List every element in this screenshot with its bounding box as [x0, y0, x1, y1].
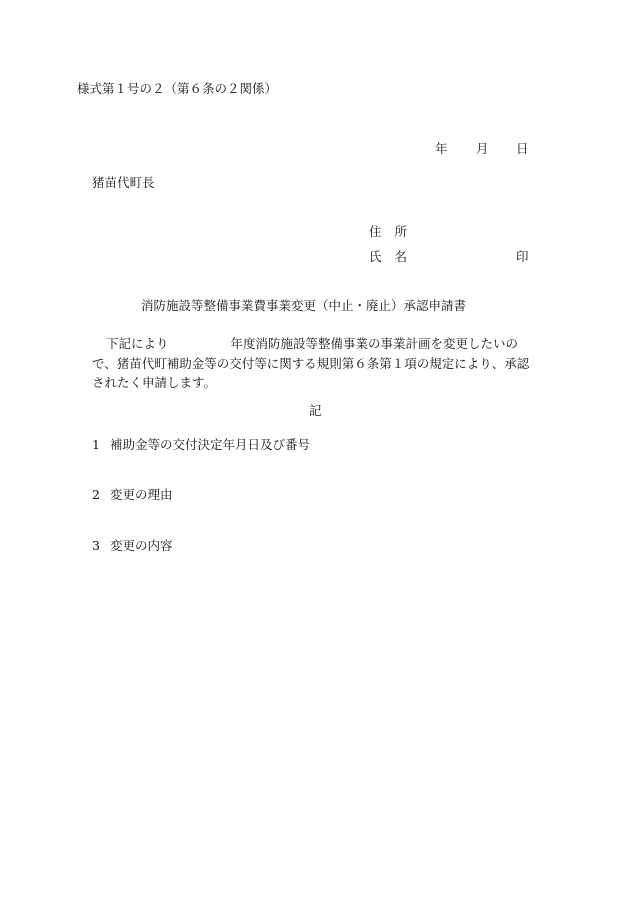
item-number: 1	[92, 437, 100, 452]
list-item	[92, 439, 310, 452]
body-line-3: されたく申請します。	[92, 375, 217, 390]
item-number: 3	[92, 538, 100, 553]
list-item	[92, 489, 173, 502]
addressee: 猪苗代町長	[92, 175, 155, 190]
date-year-label: 年	[435, 141, 448, 156]
address-label-char-1: 住	[369, 224, 382, 239]
item-label: 変更の内容	[110, 538, 173, 553]
seal-label: 印	[516, 249, 529, 264]
name-label-char-1: 氏	[369, 249, 382, 264]
body-line-1	[92, 334, 558, 354]
applicant-address-label	[369, 226, 407, 239]
item-label: 補助金等の交付決定年月日及び番号	[110, 437, 311, 452]
form-number: 様式第１号の２（第６条の２関係）	[77, 81, 278, 96]
document-title: 消防施設等整備事業費事業変更（中止・廃止）承認申請書	[141, 298, 467, 313]
item-number: 2	[92, 487, 100, 502]
body-paragraph	[92, 334, 558, 393]
name-label-char-2: 名	[394, 249, 408, 264]
body-line-1-suffix: 年度消防施設等整備事業の事業計画を変更したいの	[230, 336, 519, 351]
list-item	[92, 540, 173, 553]
body-line-2: で、猪苗代町補助金等の交付等に関する規則第６条第１項の規定により、承認	[92, 355, 530, 371]
item-label: 変更の理由	[110, 487, 173, 502]
ki-heading: 記	[309, 403, 322, 418]
address-label-char-2: 所	[394, 224, 408, 239]
applicant-name-label	[369, 251, 407, 264]
date-month-label: 月	[476, 141, 489, 156]
body-line-1-prefix: 下記により	[106, 336, 169, 351]
date-day-label: 日	[516, 141, 529, 156]
